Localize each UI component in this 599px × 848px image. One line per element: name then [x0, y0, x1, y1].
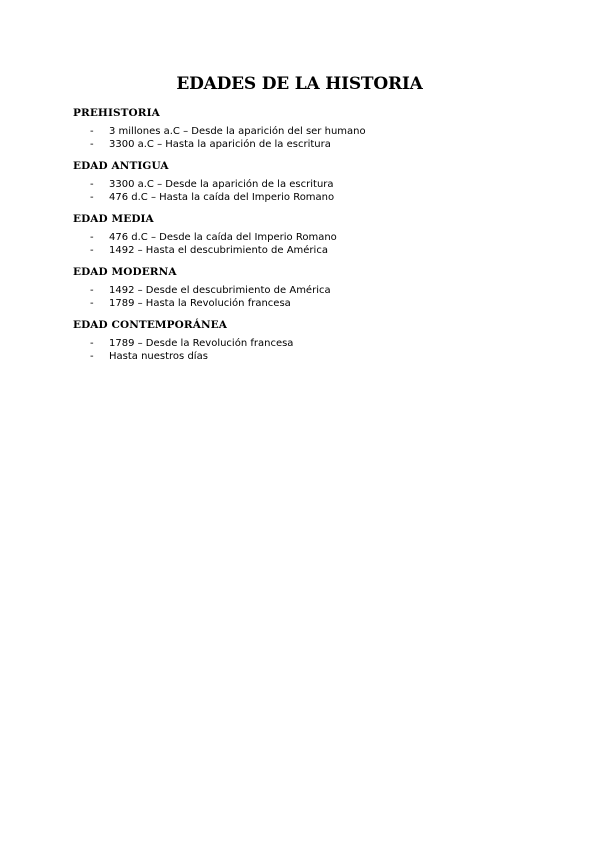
section-heading: EDAD MODERNA — [73, 266, 177, 278]
item-list — [73, 178, 553, 204]
list-item-text: 1492 – Desde el descubrimiento de América — [109, 285, 331, 296]
list-item-text: 3300 a.C – Desde la aparición de la escritura — [109, 179, 334, 190]
list-item — [73, 337, 553, 350]
section-prehistoria — [73, 106, 553, 151]
list-item — [73, 125, 553, 138]
list-item-text: 1789 – Hasta la Revolución francesa — [109, 298, 291, 309]
section-heading: PREHISTORIA — [73, 107, 160, 119]
section-edad-contemporanea — [73, 318, 553, 363]
sections-container — [73, 106, 553, 371]
item-list — [73, 231, 553, 257]
list-item — [73, 350, 553, 363]
dash-bullet: - — [90, 298, 94, 309]
section-heading: EDAD ANTIGUA — [73, 160, 169, 172]
list-item — [73, 284, 553, 297]
item-list — [73, 125, 553, 151]
list-item-text: 1789 – Desde la Revolución francesa — [109, 338, 294, 349]
dash-bullet: - — [90, 351, 94, 362]
dash-bullet: - — [90, 285, 94, 296]
dash-bullet: - — [90, 179, 94, 190]
list-item — [73, 138, 553, 151]
list-item — [73, 191, 553, 204]
document-title: EDADES DE LA HISTORIA — [176, 74, 423, 94]
list-item-text: 1492 – Hasta el descubrimiento de América — [109, 245, 328, 256]
list-item-text: 3300 a.C – Hasta la aparición de la escritura — [109, 139, 331, 150]
list-item — [73, 231, 553, 244]
list-item-text: 476 d.C – Desde la caída del Imperio Romano — [109, 232, 337, 243]
section-edad-antigua — [73, 159, 553, 204]
list-item — [73, 244, 553, 257]
list-item-text: 476 d.C – Hasta la caída del Imperio Romano — [109, 192, 335, 203]
section-heading: EDAD CONTEMPORÁNEA — [73, 319, 228, 331]
section-edad-media — [73, 212, 553, 257]
list-item-text: Hasta nuestros días — [109, 351, 208, 362]
dash-bullet: - — [90, 338, 94, 349]
item-list — [73, 284, 553, 310]
item-list — [73, 337, 553, 363]
dash-bullet: - — [90, 245, 94, 256]
list-item — [73, 178, 553, 191]
dash-bullet: - — [90, 139, 94, 150]
list-item — [73, 297, 553, 310]
list-item-text: 3 millones a.C – Desde la aparición del ser humano — [109, 126, 366, 137]
dash-bullet: - — [90, 232, 94, 243]
section-edad-moderna — [73, 265, 553, 310]
dash-bullet: - — [90, 126, 94, 137]
dash-bullet: - — [90, 192, 94, 203]
section-heading: EDAD MEDIA — [73, 213, 154, 225]
